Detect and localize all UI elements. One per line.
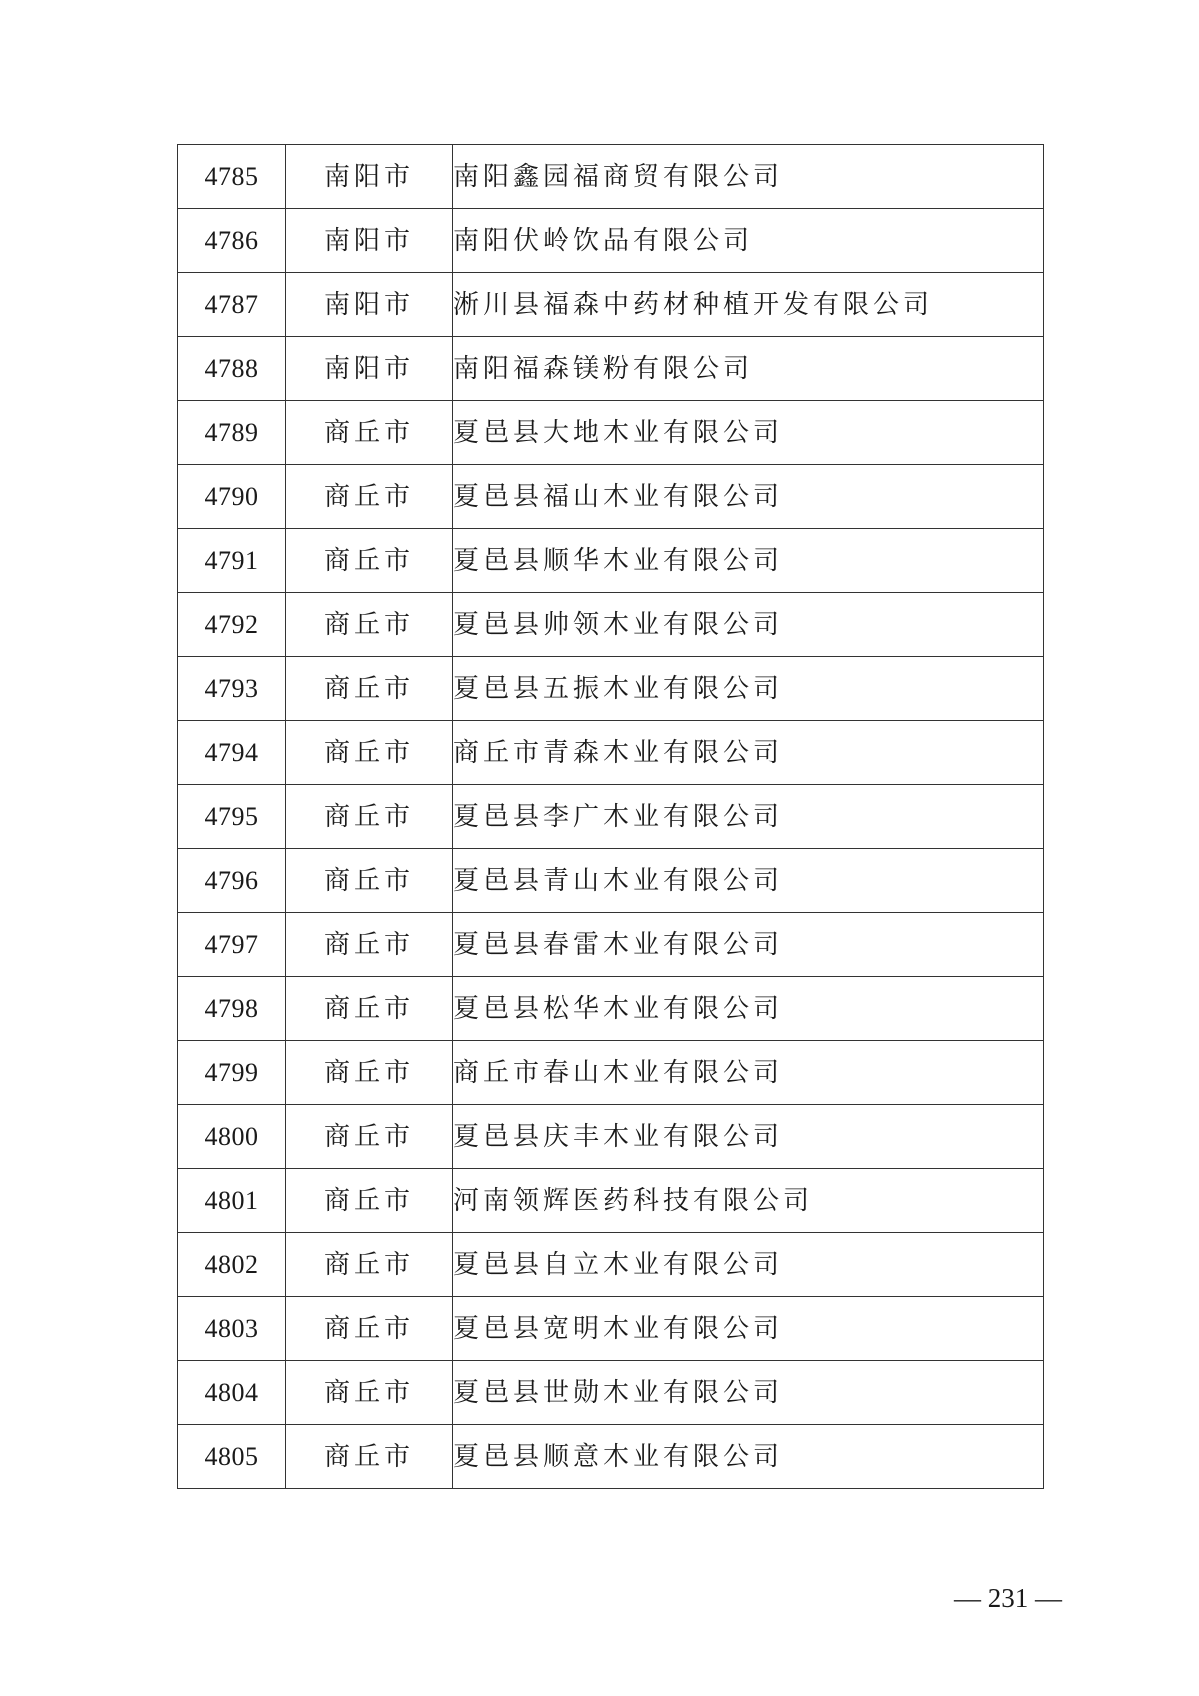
row-number: 4802 (178, 1233, 286, 1297)
table-row (178, 1169, 1044, 1233)
row-company: 夏邑县青山木业有限公司 (453, 849, 1044, 913)
row-company: 夏邑县李广木业有限公司 (453, 785, 1044, 849)
row-number: 4805 (178, 1425, 286, 1489)
row-number: 4788 (178, 337, 286, 401)
row-number: 4804 (178, 1361, 286, 1425)
table-row (178, 529, 1044, 593)
row-city: 商丘市 (286, 1425, 453, 1489)
row-city: 商丘市 (286, 721, 453, 785)
table-row (178, 1233, 1044, 1297)
row-number: 4789 (178, 401, 286, 465)
row-city: 商丘市 (286, 849, 453, 913)
row-number: 4793 (178, 657, 286, 721)
row-number: 4791 (178, 529, 286, 593)
row-city: 商丘市 (286, 529, 453, 593)
row-company: 夏邑县五振木业有限公司 (453, 657, 1044, 721)
row-number: 4787 (178, 273, 286, 337)
company-list-body (178, 145, 1044, 1489)
table-row (178, 209, 1044, 273)
table-row (178, 273, 1044, 337)
row-company: 夏邑县大地木业有限公司 (453, 401, 1044, 465)
table-row (178, 593, 1044, 657)
row-company: 夏邑县顺意木业有限公司 (453, 1425, 1044, 1489)
table-row (178, 913, 1044, 977)
row-number: 4786 (178, 209, 286, 273)
row-number: 4799 (178, 1041, 286, 1105)
row-company: 夏邑县松华木业有限公司 (453, 977, 1044, 1041)
row-company: 河南领辉医药科技有限公司 (453, 1169, 1044, 1233)
table-row (178, 785, 1044, 849)
row-city: 商丘市 (286, 593, 453, 657)
table-row (178, 145, 1044, 209)
row-city: 商丘市 (286, 1361, 453, 1425)
row-number: 4795 (178, 785, 286, 849)
row-city: 商丘市 (286, 977, 453, 1041)
row-number: 4794 (178, 721, 286, 785)
row-number: 4797 (178, 913, 286, 977)
row-city: 商丘市 (286, 1233, 453, 1297)
row-city: 商丘市 (286, 785, 453, 849)
table-row (178, 657, 1044, 721)
row-number: 4796 (178, 849, 286, 913)
row-number: 4790 (178, 465, 286, 529)
row-number: 4785 (178, 145, 286, 209)
row-city: 南阳市 (286, 145, 453, 209)
table-row (178, 1361, 1044, 1425)
row-city: 南阳市 (286, 273, 453, 337)
row-city: 商丘市 (286, 1105, 453, 1169)
table-row (178, 1297, 1044, 1361)
table-row (178, 337, 1044, 401)
row-company: 夏邑县春雷木业有限公司 (453, 913, 1044, 977)
row-number: 4800 (178, 1105, 286, 1169)
row-company: 夏邑县宽明木业有限公司 (453, 1297, 1044, 1361)
row-company: 夏邑县顺华木业有限公司 (453, 529, 1044, 593)
table-row (178, 849, 1044, 913)
table-row (178, 721, 1044, 785)
row-company: 夏邑县福山木业有限公司 (453, 465, 1044, 529)
table-row (178, 1041, 1044, 1105)
row-company: 南阳伏岭饮品有限公司 (453, 209, 1044, 273)
row-company: 商丘市春山木业有限公司 (453, 1041, 1044, 1105)
row-number: 4798 (178, 977, 286, 1041)
row-city: 商丘市 (286, 401, 453, 465)
table-row (178, 977, 1044, 1041)
row-company: 夏邑县庆丰木业有限公司 (453, 1105, 1044, 1169)
row-city: 商丘市 (286, 1041, 453, 1105)
table-row (178, 1425, 1044, 1489)
row-company: 南阳福森镁粉有限公司 (453, 337, 1044, 401)
row-company: 南阳鑫园福商贸有限公司 (453, 145, 1044, 209)
row-company: 夏邑县帅领木业有限公司 (453, 593, 1044, 657)
row-company: 淅川县福森中药材种植开发有限公司 (453, 273, 1044, 337)
row-number: 4792 (178, 593, 286, 657)
row-city: 商丘市 (286, 657, 453, 721)
row-city: 南阳市 (286, 209, 453, 273)
table-row (178, 1105, 1044, 1169)
table-row (178, 401, 1044, 465)
row-company: 夏邑县自立木业有限公司 (453, 1233, 1044, 1297)
table-row (178, 465, 1044, 529)
company-list-table (177, 144, 1044, 1489)
row-city: 商丘市 (286, 913, 453, 977)
row-city: 商丘市 (286, 1169, 453, 1233)
row-number: 4801 (178, 1169, 286, 1233)
row-company: 夏邑县世勋木业有限公司 (453, 1361, 1044, 1425)
page-number: — 231 — (954, 1583, 1062, 1613)
row-city: 南阳市 (286, 337, 453, 401)
row-city: 商丘市 (286, 1297, 453, 1361)
row-city: 商丘市 (286, 465, 453, 529)
row-number: 4803 (178, 1297, 286, 1361)
row-company: 商丘市青森木业有限公司 (453, 721, 1044, 785)
